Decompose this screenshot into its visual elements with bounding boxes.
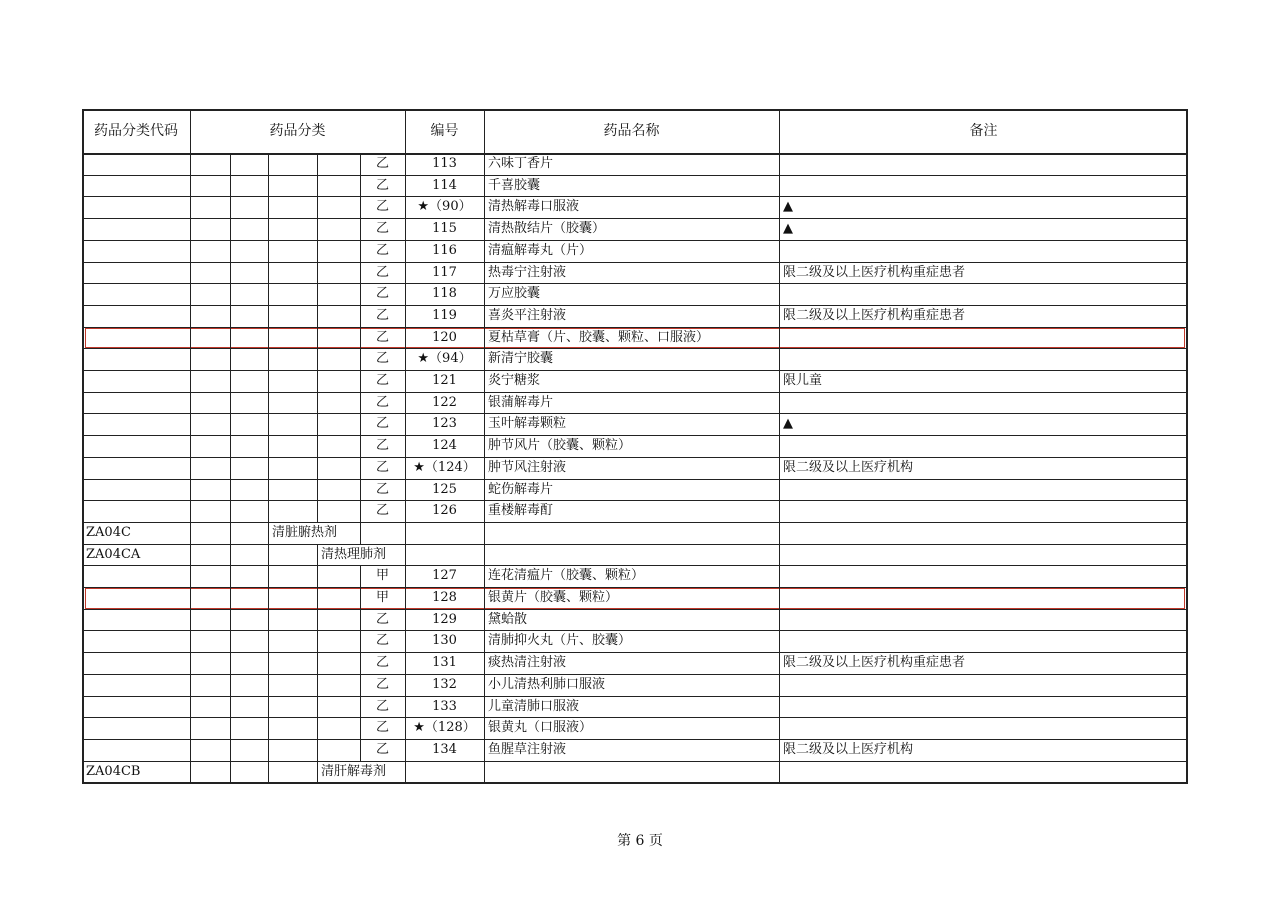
cell-l2: 清脏腑热剂 — [272, 524, 338, 540]
sub-column-divider — [317, 435, 318, 458]
sub-column-divider — [268, 500, 269, 523]
column-divider — [484, 109, 485, 784]
cell-number: 126 — [432, 503, 457, 519]
cell-number: 113 — [432, 156, 457, 171]
cell-name: 万应胶囊 — [488, 286, 541, 302]
table-row — [82, 370, 1188, 392]
row-divider — [82, 630, 1188, 631]
row-divider — [82, 240, 1188, 241]
cell-level: 乙 — [375, 307, 389, 323]
row-divider — [82, 500, 1188, 501]
sub-column-divider — [360, 479, 361, 502]
cell-level: 乙 — [375, 156, 389, 171]
sub-column-divider — [317, 739, 318, 762]
cell-number: 129 — [432, 611, 457, 627]
cell-number: ★（90） — [417, 199, 472, 215]
cell-number: ★（124） — [413, 459, 476, 475]
cell-remark: ▲ — [783, 199, 793, 215]
sub-column-divider — [317, 717, 318, 740]
row-divider — [82, 544, 1188, 545]
sub-column-divider — [360, 652, 361, 675]
sub-column-divider — [317, 370, 318, 393]
cell-number: 125 — [432, 481, 457, 497]
sub-column-divider — [230, 674, 231, 697]
cell-name: 夏枯草膏（片、胶囊、颗粒、口服液） — [488, 329, 710, 345]
sub-column-divider — [268, 262, 269, 285]
cell-name: 新清宁胶囊 — [488, 351, 554, 367]
header-name: 药品名称 — [603, 123, 660, 139]
sub-column-divider — [317, 305, 318, 328]
cell-number: 130 — [432, 633, 457, 649]
table-row — [82, 283, 1188, 305]
cell-name: 蛇伤解毒片 — [488, 481, 554, 497]
sub-column-divider — [268, 348, 269, 371]
table-row — [82, 196, 1188, 218]
cell-name: 黛蛤散 — [488, 611, 528, 627]
sub-column-divider — [360, 630, 361, 653]
cell-remark: 限儿童 — [783, 373, 823, 388]
row-highlight — [85, 588, 1185, 609]
sub-column-divider — [360, 370, 361, 393]
sub-column-divider — [317, 587, 318, 610]
cell-number: ★（94） — [417, 351, 472, 367]
cell-name: 鱼腥草注射液 — [488, 741, 567, 757]
sub-column-divider — [360, 435, 361, 458]
sub-column-divider — [268, 739, 269, 762]
sub-column-divider — [230, 370, 231, 393]
cell-name: 儿童清肺口服液 — [488, 698, 580, 714]
row-divider — [82, 522, 1188, 523]
sub-column-divider — [268, 609, 269, 632]
cell-name: 银蒲解毒片 — [488, 394, 554, 410]
table-row — [82, 305, 1188, 327]
cell-remark: ▲ — [783, 416, 793, 432]
sub-column-divider — [317, 327, 318, 350]
sub-column-divider — [268, 370, 269, 393]
column-divider — [1186, 109, 1188, 784]
row-highlight — [85, 328, 1185, 349]
sub-column-divider — [360, 674, 361, 697]
table-row — [82, 696, 1188, 718]
row-divider — [82, 327, 1188, 328]
row-divider — [82, 305, 1188, 306]
sub-column-divider — [230, 652, 231, 675]
table-row — [82, 392, 1188, 414]
sub-column-divider — [317, 262, 318, 285]
table-row — [82, 522, 1188, 544]
cell-remark: 限二级及以上医疗机构重症患者 — [783, 264, 966, 280]
table-row — [82, 153, 1188, 175]
cell-number: 127 — [432, 568, 457, 584]
sub-column-divider — [268, 196, 269, 219]
cell-level: 乙 — [375, 676, 389, 692]
sub-column-divider — [317, 565, 318, 588]
sub-column-divider — [230, 392, 231, 415]
sub-column-divider — [230, 327, 231, 350]
sub-column-divider — [317, 674, 318, 697]
cell-level: 乙 — [375, 741, 389, 757]
cell-level: 乙 — [375, 655, 389, 671]
cell-code: ZA04CA — [86, 546, 141, 562]
cell-remark: 限二级及以上医疗机构 — [783, 459, 914, 475]
row-divider — [82, 218, 1188, 219]
sub-column-divider — [268, 717, 269, 740]
sub-column-divider — [360, 739, 361, 762]
row-divider — [82, 479, 1188, 480]
table-row — [82, 652, 1188, 674]
row-divider — [82, 609, 1188, 610]
sub-column-divider — [268, 479, 269, 502]
row-divider — [82, 262, 1188, 263]
column-divider — [779, 109, 780, 784]
row-divider — [82, 739, 1188, 740]
row-divider — [82, 283, 1188, 284]
cell-number: 133 — [432, 698, 457, 714]
sub-column-divider — [230, 457, 231, 480]
sub-column-divider — [230, 305, 231, 328]
table-row — [82, 413, 1188, 435]
cell-remark: 限二级及以上医疗机构重症患者 — [783, 307, 966, 323]
sub-column-divider — [230, 696, 231, 719]
header-code: 药品分类代码 — [94, 123, 178, 139]
cell-name: 玉叶解毒颗粒 — [488, 416, 567, 432]
row-divider — [82, 153, 1188, 155]
sub-column-divider — [317, 283, 318, 306]
cell-remark: 限二级及以上医疗机构重症患者 — [783, 655, 966, 671]
row-divider — [82, 196, 1188, 197]
sub-column-divider — [268, 283, 269, 306]
row-divider — [82, 457, 1188, 458]
cell-name: 千喜胶囊 — [488, 177, 541, 193]
sub-column-divider — [268, 218, 269, 241]
cell-level: 甲 — [375, 568, 389, 584]
sub-column-divider — [360, 240, 361, 263]
cell-level: 甲 — [375, 590, 389, 605]
sub-column-divider — [317, 544, 318, 567]
table-row — [82, 717, 1188, 739]
column-divider — [190, 109, 191, 784]
cell-number: 124 — [432, 438, 457, 454]
sub-column-divider — [360, 153, 361, 176]
sub-column-divider — [230, 500, 231, 523]
cell-l3: 清肝解毒剂 — [321, 763, 387, 779]
row-divider — [82, 696, 1188, 697]
row-divider — [82, 674, 1188, 675]
sub-column-divider — [317, 479, 318, 502]
sub-column-divider — [230, 262, 231, 285]
table-row — [82, 674, 1188, 696]
sub-column-divider — [360, 500, 361, 523]
sub-column-divider — [317, 457, 318, 480]
table-row — [82, 761, 1188, 783]
row-divider — [82, 348, 1188, 349]
sub-column-divider — [230, 283, 231, 306]
cell-level: 乙 — [375, 481, 389, 497]
cell-name: 清热解毒口服液 — [488, 199, 580, 215]
sub-column-divider — [268, 413, 269, 436]
sub-column-divider — [360, 218, 361, 241]
row-divider — [82, 435, 1188, 436]
sub-column-divider — [268, 305, 269, 328]
table-row — [82, 175, 1188, 197]
sub-column-divider — [360, 587, 361, 610]
header-number: 编号 — [430, 123, 459, 139]
row-divider — [82, 782, 1188, 784]
cell-number: 116 — [432, 242, 457, 258]
table-row — [82, 348, 1188, 370]
sub-column-divider — [230, 153, 231, 176]
row-divider — [82, 565, 1188, 566]
cell-level: 乙 — [375, 373, 389, 388]
column-divider — [82, 109, 84, 784]
cell-number: 117 — [432, 264, 457, 280]
sub-column-divider — [268, 522, 269, 545]
sub-column-divider — [317, 196, 318, 219]
cell-code: ZA04CB — [86, 763, 141, 779]
cell-number: 114 — [432, 177, 457, 193]
row-divider — [82, 587, 1188, 588]
cell-remark: ▲ — [783, 221, 793, 237]
cell-name: 小儿清热利肺口服液 — [488, 676, 606, 692]
table-row — [82, 435, 1188, 457]
table-row — [82, 630, 1188, 652]
sub-column-divider — [317, 761, 318, 784]
sub-column-divider — [230, 175, 231, 198]
table-row — [82, 500, 1188, 522]
sub-column-divider — [317, 696, 318, 719]
header-category: 药品分类 — [269, 123, 326, 139]
cell-name: 银黄片（胶囊、颗粒） — [488, 590, 619, 605]
cell-name: 肿节风注射液 — [488, 459, 567, 475]
cell-name: 痰热清注射液 — [488, 655, 567, 671]
cell-name: 重楼解毒酊 — [488, 503, 554, 519]
sub-column-divider — [230, 479, 231, 502]
sub-column-divider — [317, 630, 318, 653]
sub-column-divider — [360, 696, 361, 719]
sub-column-divider — [360, 717, 361, 740]
table-row — [82, 262, 1188, 284]
sub-column-divider — [360, 283, 361, 306]
cell-level: 乙 — [375, 720, 389, 736]
sub-column-divider — [268, 392, 269, 415]
table-row — [82, 479, 1188, 501]
cell-level: 乙 — [375, 633, 389, 649]
table-row — [82, 240, 1188, 262]
sub-column-divider — [317, 218, 318, 241]
cell-remark: 限二级及以上医疗机构 — [783, 741, 914, 757]
sub-column-divider — [230, 565, 231, 588]
cell-name: 连花清瘟片（胶囊、颗粒） — [488, 568, 645, 584]
row-divider — [82, 370, 1188, 371]
cell-name: 热毒宁注射液 — [488, 264, 567, 280]
sub-column-divider — [317, 413, 318, 436]
sub-column-divider — [317, 240, 318, 263]
page-number: 第 6 页 — [617, 833, 663, 849]
table-border-top — [82, 109, 1188, 111]
cell-level: 乙 — [375, 394, 389, 410]
sub-column-divider — [268, 153, 269, 176]
cell-number: 121 — [432, 373, 457, 388]
sub-column-divider — [268, 544, 269, 567]
cell-level: 乙 — [375, 264, 389, 280]
sub-column-divider — [317, 392, 318, 415]
cell-number: 122 — [432, 394, 457, 410]
cell-level: 乙 — [375, 416, 389, 432]
sub-column-divider — [360, 196, 361, 219]
sub-column-divider — [317, 609, 318, 632]
sub-column-divider — [230, 544, 231, 567]
row-divider — [82, 717, 1188, 718]
sub-column-divider — [230, 348, 231, 371]
sub-column-divider — [360, 457, 361, 480]
sub-column-divider — [360, 327, 361, 350]
sub-column-divider — [230, 240, 231, 263]
cell-name: 清热散结片（胶囊） — [488, 221, 606, 237]
sub-column-divider — [268, 327, 269, 350]
cell-level: 乙 — [375, 242, 389, 258]
cell-level: 乙 — [375, 459, 389, 475]
sub-column-divider — [360, 305, 361, 328]
cell-level: 乙 — [375, 438, 389, 454]
cell-level: 乙 — [375, 221, 389, 237]
cell-name: 炎宁糖浆 — [488, 373, 541, 388]
sub-column-divider — [268, 240, 269, 263]
cell-level: 乙 — [375, 503, 389, 519]
sub-column-divider — [230, 630, 231, 653]
sub-column-divider — [317, 153, 318, 176]
cell-name: 银黄丸（口服液） — [488, 720, 593, 736]
cell-name: 喜炎平注射液 — [488, 307, 567, 323]
sub-column-divider — [268, 175, 269, 198]
cell-code: ZA04C — [86, 524, 131, 540]
row-divider — [82, 652, 1188, 653]
sub-column-divider — [268, 630, 269, 653]
cell-level: 乙 — [375, 698, 389, 714]
cell-level: 乙 — [375, 351, 389, 367]
sub-column-divider — [230, 196, 231, 219]
table-row — [82, 218, 1188, 240]
sub-column-divider — [268, 457, 269, 480]
sub-column-divider — [317, 175, 318, 198]
cell-number: 119 — [432, 307, 457, 323]
sub-column-divider — [317, 500, 318, 523]
sub-column-divider — [230, 587, 231, 610]
sub-column-divider — [360, 175, 361, 198]
cell-l3: 清热理肺剂 — [321, 546, 387, 562]
cell-name: 六味丁香片 — [488, 156, 554, 171]
header-remark: 备注 — [969, 123, 998, 139]
row-divider — [82, 392, 1188, 393]
cell-number: 131 — [432, 655, 457, 671]
sub-column-divider — [360, 262, 361, 285]
sub-column-divider — [230, 522, 231, 545]
sub-column-divider — [230, 413, 231, 436]
cell-level: 乙 — [375, 329, 389, 345]
sub-column-divider — [268, 696, 269, 719]
table-row — [82, 609, 1188, 631]
sub-column-divider — [317, 348, 318, 371]
cell-level: 乙 — [375, 286, 389, 302]
cell-number: ★（128） — [413, 720, 476, 736]
cell-level: 乙 — [375, 177, 389, 193]
sub-column-divider — [230, 218, 231, 241]
sub-column-divider — [360, 609, 361, 632]
cell-level: 乙 — [375, 611, 389, 627]
sub-column-divider — [268, 761, 269, 784]
table-row — [82, 565, 1188, 587]
table-row — [82, 544, 1188, 566]
row-divider — [82, 413, 1188, 414]
column-divider — [405, 109, 406, 784]
sub-column-divider — [268, 652, 269, 675]
sub-column-divider — [360, 565, 361, 588]
sub-column-divider — [360, 348, 361, 371]
cell-number: 115 — [432, 221, 457, 237]
drug-list-table — [82, 109, 1188, 783]
sub-column-divider — [360, 392, 361, 415]
sub-column-divider — [360, 413, 361, 436]
table-row — [82, 457, 1188, 479]
cell-number: 120 — [432, 329, 457, 345]
cell-number: 118 — [432, 286, 457, 302]
sub-column-divider — [230, 761, 231, 784]
cell-name: 清肺抑火丸（片、胶囊） — [488, 633, 632, 649]
cell-number: 123 — [432, 416, 457, 432]
cell-level: 乙 — [375, 199, 389, 215]
row-divider — [82, 761, 1188, 762]
sub-column-divider — [268, 587, 269, 610]
sub-column-divider — [317, 652, 318, 675]
cell-name: 肿节风片（胶囊、颗粒） — [488, 438, 632, 454]
sub-column-divider — [268, 674, 269, 697]
table-row — [82, 739, 1188, 761]
sub-column-divider — [230, 435, 231, 458]
sub-column-divider — [230, 717, 231, 740]
row-divider — [82, 175, 1188, 176]
sub-column-divider — [230, 609, 231, 632]
cell-number: 132 — [432, 676, 457, 692]
cell-name: 清瘟解毒丸（片） — [488, 242, 593, 258]
sub-column-divider — [360, 522, 361, 545]
cell-number: 134 — [432, 741, 457, 757]
sub-column-divider — [268, 565, 269, 588]
cell-number: 128 — [432, 590, 457, 605]
sub-column-divider — [230, 739, 231, 762]
sub-column-divider — [268, 435, 269, 458]
